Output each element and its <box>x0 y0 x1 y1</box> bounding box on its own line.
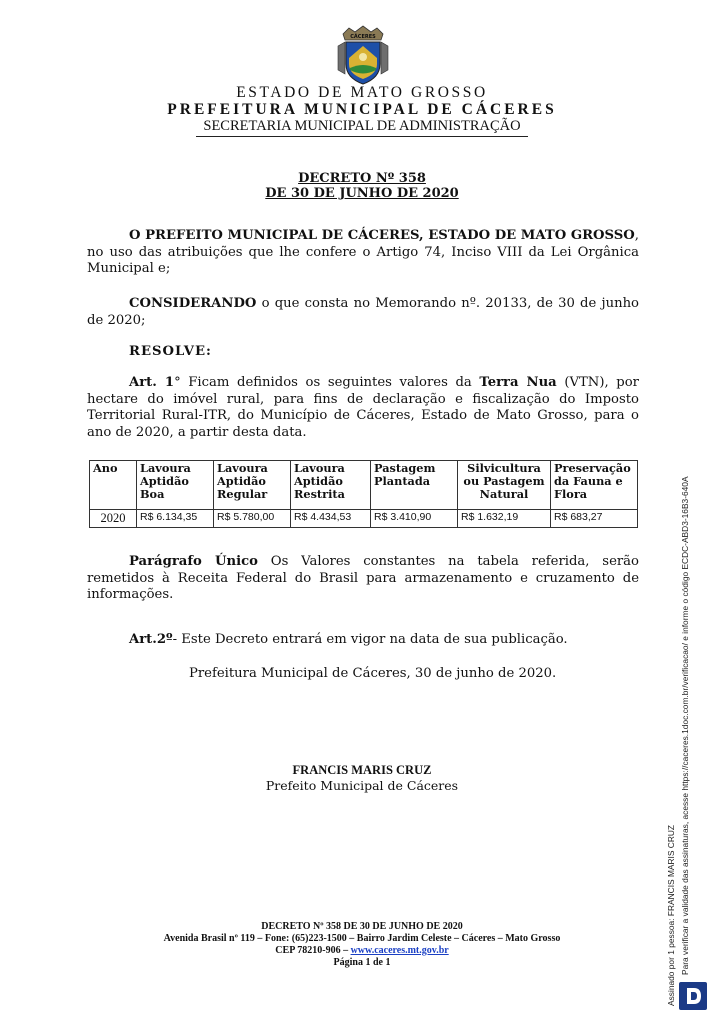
crest-text: CÁCERES <box>350 34 376 40</box>
secretariat-heading: SECRETARIA MUNICIPAL DE ADMINISTRAÇÃO <box>203 118 521 134</box>
article-1 <box>87 375 639 441</box>
article-2 <box>87 632 639 649</box>
1doc-logo-icon <box>679 982 707 1010</box>
table-header-cell: Ano <box>90 461 137 510</box>
municipal-crest <box>335 24 391 86</box>
resolve-label <box>87 344 639 361</box>
page-footer <box>0 921 724 969</box>
article-1-term: Terra Nua <box>479 375 557 390</box>
sole-paragraph <box>87 554 639 604</box>
table-header-cell: Lavoura Aptidão Restrita <box>291 461 371 510</box>
sole-paragraph-bold: Parágrafo Único <box>129 554 258 569</box>
table-header-row <box>90 461 638 510</box>
state-heading: ESTADO DE MATO GROSSO <box>236 84 488 101</box>
considering-bold: CONSIDERANDO <box>129 296 257 311</box>
decree-number: DECRETO Nº 358 <box>298 171 426 186</box>
table-cell-year: 2020 <box>90 510 137 528</box>
signer-role: Prefeito Municipal de Cáceres <box>265 778 459 793</box>
table-header-cell: Pastagem Plantada <box>371 461 458 510</box>
footer-decree: DECRETO Nº 358 DE 30 DE JUNHO DE 2020 <box>261 921 463 932</box>
signature-stamp <box>666 446 677 1006</box>
footer-page-number: Página 1 de 1 <box>333 957 391 968</box>
article-1-text-b: (VTN), por hectare do imóvel rural, para fins de declaração e fiscalização do Imposto Territorial Rural-ITR, do Município de Cáceres, Estado de Mato Grosso, para o ano de 2020, a partir desta data. <box>87 375 639 440</box>
signer-name: FRANCIS MARIS CRUZ <box>292 763 432 777</box>
article-2-label: Art.2º <box>129 632 173 647</box>
header-divider <box>196 136 528 137</box>
footer-cep: CEP 78210-906 – <box>275 945 351 956</box>
table-header-cell: Silvicultura ou Pastagem Natural <box>458 461 551 510</box>
table-cell: R$ 683,27 <box>551 510 638 528</box>
table-header-cell: Preservação da Fauna e Flora <box>551 461 638 510</box>
decree-title <box>0 171 724 201</box>
stamp-verify-text: Para verificar a validade das assinaturas, acesse https://caceres.1doc.com.br/verificacao/ e informe o código ECDC-ABD3-16B3-640A <box>680 476 690 975</box>
stamp-signed-by: Assinado por 1 pessoa: FRANCIS MARIS CRUZ <box>666 824 676 1006</box>
table-cell: R$ 1.632,19 <box>458 510 551 528</box>
resolve-text: RESOLVE: <box>129 344 212 359</box>
decree-date: DE 30 DE JUNHO DE 2020 <box>265 186 459 201</box>
place-date: Prefeitura Municipal de Cáceres, 30 de junho de 2020. <box>189 666 557 681</box>
table-cell: R$ 5.780,00 <box>214 510 291 528</box>
vtn-table <box>89 460 638 528</box>
table-cell: R$ 4.434,53 <box>291 510 371 528</box>
article-1-text-a: ° Ficam definidos os seguintes valores da <box>174 375 480 390</box>
considering-text: o que consta no Memorando nº. 20133, de 30 de junho de 2020; <box>87 296 639 328</box>
sole-paragraph-text: Os Valores constantes na tabela referida, serão remetidos à Receita Federal do Brasil para armazenamento e cruzamento de informações. <box>87 554 639 602</box>
table-row <box>90 510 638 528</box>
logo-letter: D <box>679 982 680 983</box>
intro-bold: O PREFEITO MUNICIPAL DE CÁCERES, ESTADO DE MATO GROSSO <box>129 228 635 243</box>
intro-paragraph <box>87 228 639 278</box>
footer-address: Avenida Brasil nº 119 – Fone: (65)223-1500 – Bairro Jardim Celeste – Cáceres – Mato Grosso <box>163 933 561 944</box>
website-link[interactable]: www.caceres.mt.gov.br <box>350 945 449 956</box>
article-2-text: - Este Decreto entrará em vigor na data de sua publicação. <box>172 632 568 647</box>
table-cell: R$ 6.134,35 <box>137 510 214 528</box>
table-cell: R$ 3.410,90 <box>371 510 458 528</box>
considering-paragraph <box>87 296 639 329</box>
article-1-label: Art. 1 <box>129 375 175 390</box>
table-header-cell: Lavoura Aptidão Regular <box>214 461 291 510</box>
prefecture-heading: PREFEITURA MUNICIPAL DE CÁCERES <box>167 101 557 118</box>
intro-text: , no uso das atribuições que lhe confere o Artigo 74, Inciso VIII da Lei Orgânica Municipal e; <box>87 228 639 276</box>
footer-contact <box>0 945 724 957</box>
table-header-cell: Lavoura Aptidão Boa <box>137 461 214 510</box>
